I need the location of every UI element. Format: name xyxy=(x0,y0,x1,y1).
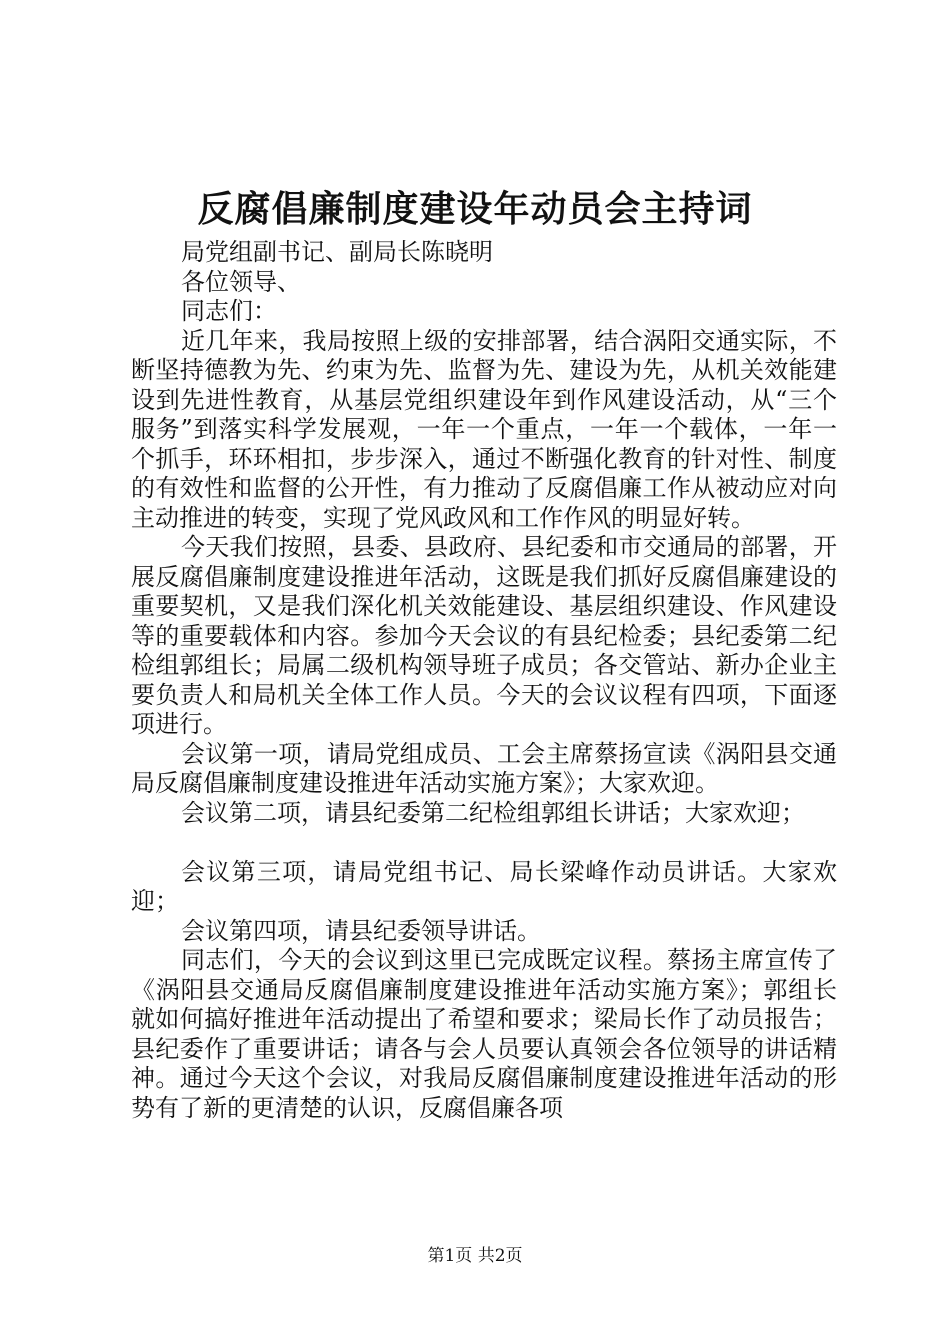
agenda-item-1: 会议第一项，请局党组成员、工会主席蔡扬宣读《涡阳县交通局反腐倡廉制度建设推进年活动实施方案》；大家欢迎。 xyxy=(131,739,837,797)
document-title: 反腐倡廉制度建设年动员会主持词 xyxy=(197,189,753,230)
page-number: 第1页 共2页 xyxy=(427,1246,523,1266)
agenda-item-2: 会议第二项，请县纪委第二纪检组郭组长讲话；大家欢迎； xyxy=(181,798,805,827)
salutation-comrades: 同志们： xyxy=(181,297,277,325)
paragraph-background: 近几年来，我局按照上级的安排部署，结合涡阳交通实际，不断坚持德教为先、约束为先、监督为先、建设为先，从机关效能建设到先进性教育，从基层党组织建设年到作风建设活动，从“三个服务”到落实科学发展观，一年一个重点，一年一个载体，一年一个抓手，环环相扣，步步深入，通过不断强化教育的针对性、制度的有效性和监督的公开性，有力推动了反腐倡廉工作从被动应对向主动推进的转变，实现了党风政风和工作作风的明显好转。 xyxy=(131,326,837,532)
agenda-item-3: 会议第三项，请局党组书记、局长梁峰作动员讲话。大家欢迎； xyxy=(131,857,837,915)
agenda-item-4: 会议第四项，请县纪委领导讲话。 xyxy=(181,916,541,945)
document-body xyxy=(131,238,837,1123)
salutation-leaders: 各位领导、 xyxy=(181,267,301,296)
paragraph-meeting-purpose: 今天我们按照，县委、县政府、县纪委和市交通局的部署，开展反腐倡廉制度建设推进年活动，这既是我们抓好反腐倡廉建设的重要契机，又是我们深化机关效能建设、基层组织建设、作风建设等的重要载体和内容。参加今天会议的有县纪检委；县纪委第二纪检组郭组长；局属二级机构领导班子成员；各交管站、新办企业主要负责人和局机关全体工作人员。今天的会议议程有四项，下面逐项进行。 xyxy=(131,533,837,738)
speaker-line: 局党组副书记、副局长陈晓明 xyxy=(181,238,493,266)
paragraph-closing: 同志们，今天的会议到这里已完成既定议程。蔡扬主席宣传了《涡阳县交通局反腐倡廉制度建设推进年活动实施方案》；郭组长就如何搞好推进年活动提出了希望和要求；梁局长作了动员报告；县纪委作了重要讲话；请各与会人员要认真领会各位领导的讲话精神。通过今天这个会议，对我局反腐倡廉制度建设推进年活动的形势有了新的更清楚的认识，反腐倡廉各项 xyxy=(131,946,837,1122)
